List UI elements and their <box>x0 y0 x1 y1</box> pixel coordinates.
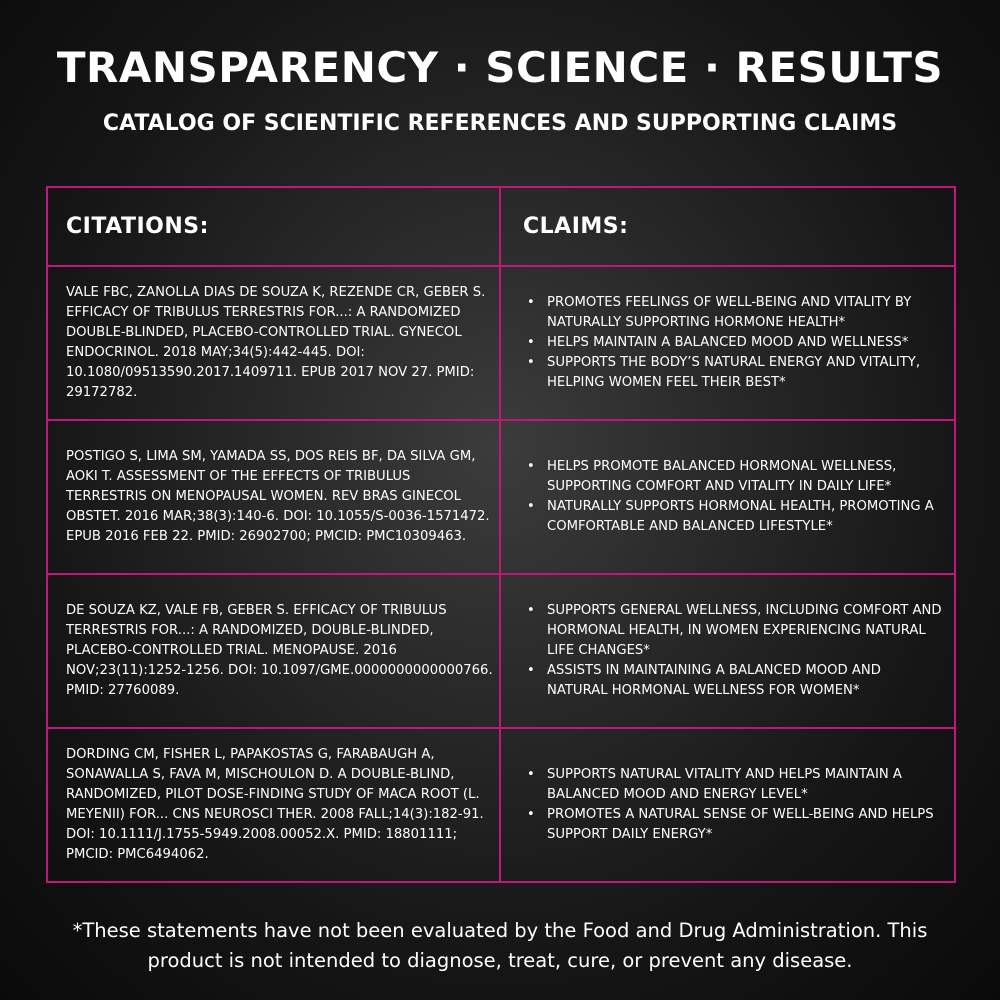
claims-cell <box>500 420 955 574</box>
claim-item: • NATURALLY SUPPORTS HORMONAL HEALTH, PROMOTING A COMFORTABLE AND BALANCED LIFESTYLE* <box>525 497 944 537</box>
claim-item: • SUPPORTS THE BODY’S NATURAL ENERGY AND VITALITY, HELPING WOMEN FEEL THEIR BEST* <box>525 353 944 393</box>
citations-header: CITATIONS: <box>47 187 500 266</box>
page-title: TRANSPARENCY · SCIENCE · RESULTS <box>56 43 944 92</box>
citation-cell: POSTIGO S, LIMA SM, YAMADA SS, DOS REIS BF, DA SILVA GM, AOKI T. ASSESSMENT OF THE EFFECTS OF TRIBULUS TERRESTRIS ON MENOPAUSAL WOMEN. REV BRAS GINECOL OBSTET. 2016 MAR;38(3):140-6. DOI: 10.1055/S-0036-1571472. EPUB 2016 FEB 22. PMID: 26902700; PMCID: PMC10309463. <box>47 420 500 574</box>
table-header-row <box>47 187 955 266</box>
table-row <box>47 728 955 882</box>
claim-item: • PROMOTES A NATURAL SENSE OF WELL-BEING AND HELPS SUPPORT DAILY ENERGY* <box>525 805 944 845</box>
page-subtitle: CATALOG OF SCIENTIFIC REFERENCES AND SUPPORTING CLAIMS <box>102 111 898 136</box>
claims-list <box>525 765 944 845</box>
claims-list <box>525 601 944 701</box>
citation-cell: DE SOUZA KZ, VALE FB, GEBER S. EFFICACY OF TRIBULUS TERRESTRIS FOR...: A RANDOMIZED, DOUBLE-BLINDED, PLACEBO-CONTROLLED TRIAL. MENOPAUSE. 2016 NOV;23(11):1252-1256. DOI: 10.1097/GME.0000000000000766. PMID: 27760089. <box>47 574 500 728</box>
claim-item: • SUPPORTS NATURAL VITALITY AND HELPS MAINTAIN A BALANCED MOOD AND ENERGY LEVEL* <box>525 765 944 805</box>
table-row <box>47 420 955 574</box>
citation-cell: VALE FBC, ZANOLLA DIAS DE SOUZA K, REZENDE CR, GEBER S. EFFICACY OF TRIBULUS TERRESTRIS FOR...: A RANDOMIZED DOUBLE-BLINDED, PLACEBO-CONTROLLED TRIAL. GYNECOL ENDOCRINOL. 2018 MAY;34(5):442-445. DOI: 10.1080/09513590.2017.1409711. EPUB 2017 NOV 27. PMID: 29172782. <box>47 266 500 420</box>
claim-item: • HELPS PROMOTE BALANCED HORMONAL WELLNESS, SUPPORTING COMFORT AND VITALITY IN DAILY LIFE* <box>525 457 944 497</box>
table-row <box>47 574 955 728</box>
claims-header: CLAIMS: <box>500 187 955 266</box>
claims-list <box>525 293 944 393</box>
table-row <box>47 266 955 420</box>
claims-list <box>525 457 944 537</box>
references-table <box>46 186 956 883</box>
claims-cell <box>500 728 955 882</box>
claim-item: • HELPS MAINTAIN A BALANCED MOOD AND WELLNESS* <box>525 333 944 353</box>
citation-cell: DORDING CM, FISHER L, PAPAKOSTAS G, FARABAUGH A, SONAWALLA S, FAVA M, MISCHOULON D. A DOUBLE-BLIND, RANDOMIZED, PILOT DOSE-FINDING STUDY OF MACA ROOT (L. MEYENII) FOR... CNS NEUROSCI THER. 2008 FALL;14(3):182-91. DOI: 10.1111/J.1755-5949.2008.00052.X. PMID: 18801111; PMCID: PMC6494062. <box>47 728 500 882</box>
claim-item: • SUPPORTS GENERAL WELLNESS, INCLUDING COMFORT AND HORMONAL HEALTH, IN WOMEN EXPERIENCING NATURAL LIFE CHANGES* <box>525 601 944 661</box>
claims-cell <box>500 266 955 420</box>
fda-disclaimer: *These statements have not been evaluated by the Food and Drug Administration. This product is not intended to diagnose, treat, cure, or prevent any disease. <box>72 919 928 972</box>
claims-cell <box>500 574 955 728</box>
claim-item: • PROMOTES FEELINGS OF WELL-BEING AND VITALITY BY NATURALLY SUPPORTING HORMONE HEALTH* <box>525 293 944 333</box>
claim-item: • ASSISTS IN MAINTAINING A BALANCED MOOD AND NATURAL HORMONAL WELLNESS FOR WOMEN* <box>525 661 944 701</box>
